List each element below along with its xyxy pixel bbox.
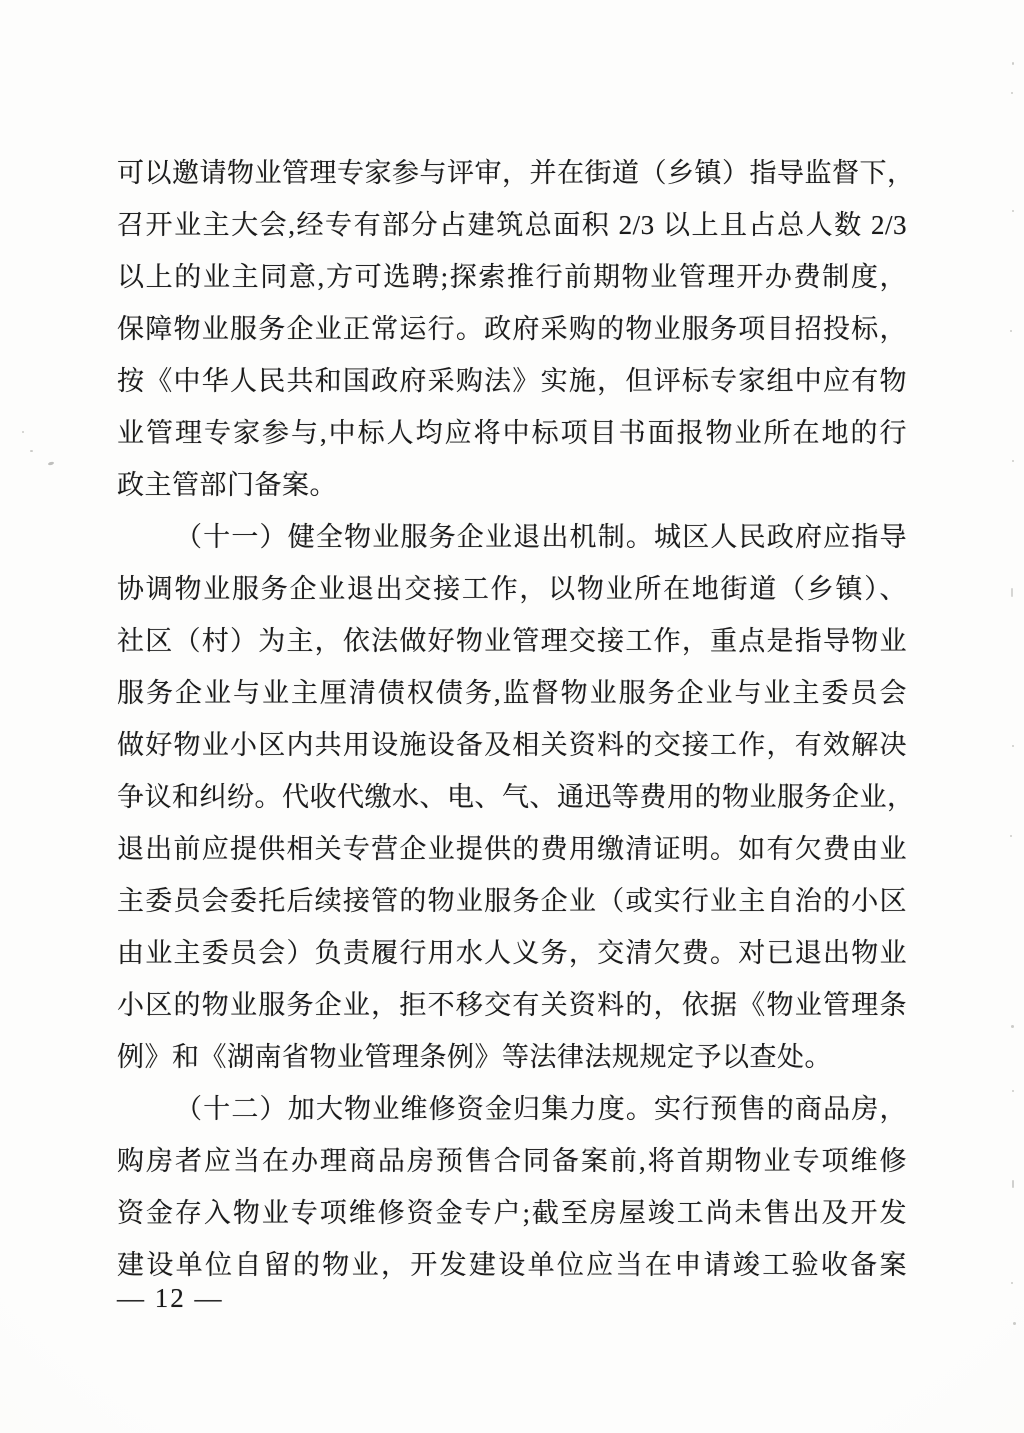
text-line: 小区的物业服务企业，拒不移交有关资料的，依据《物业管理条 bbox=[117, 990, 907, 1020]
text-line: 以上的业主同意,方可选聘;探索推行前期物业管理开办费制度， bbox=[117, 262, 907, 292]
scan-speckle bbox=[1013, 1322, 1016, 1325]
text-line: 可以邀请物业管理专家参与评审，并在街道（乡镇）指导监督下， bbox=[117, 158, 915, 188]
scan-speckle bbox=[1012, 1090, 1014, 1092]
scan-speckle bbox=[1012, 210, 1014, 212]
text-line-paragraph-11-start: （十一）健全物业服务企业退出机制。城区人民政府应指导 bbox=[175, 522, 907, 552]
scan-speckle bbox=[1011, 588, 1013, 597]
scan-speckle bbox=[1010, 835, 1012, 837]
scan-speckle bbox=[1011, 1025, 1014, 1028]
text-line: 建设单位自留的物业，开发建设单位应当在申请竣工验收备案 bbox=[117, 1250, 907, 1280]
text-line: 做好物业小区内共用设施设备及相关资料的交接工作，有效解决 bbox=[117, 730, 907, 760]
scan-speckle bbox=[1011, 1282, 1013, 1284]
document-body-text bbox=[117, 147, 915, 1291]
text-line: 社区（村）为主，依法做好物业管理交接工作，重点是指导物业 bbox=[117, 626, 907, 656]
text-line: 购房者应当在办理商品房预售合同备案前,将首期物业专项维修 bbox=[117, 1146, 907, 1176]
scan-speckle bbox=[1010, 330, 1012, 332]
page-number: — 12 — bbox=[117, 1283, 224, 1313]
scan-speckle bbox=[1011, 92, 1013, 94]
text-line: 按《中华人民共和国政府采购法》实施，但评标专家组中应有物 bbox=[117, 366, 907, 396]
text-line: 协调物业服务企业退出交接工作，以物业所在地街道（乡镇）、 bbox=[117, 574, 907, 604]
scan-speckle bbox=[1012, 460, 1014, 462]
text-line: 争议和纠纷。代收代缴水、电、气、通迅等费用的物业服务企业， bbox=[117, 782, 915, 812]
scan-speckle bbox=[1012, 1180, 1014, 1188]
text-line: 召开业主大会,经专有部分占建筑总面积 2/3 以上且占总人数 2/3 bbox=[117, 210, 907, 240]
text-line-paragraph-12-start: （十二）加大物业维修资金归集力度。实行预售的商品房， bbox=[175, 1094, 907, 1124]
scan-speckle bbox=[1012, 62, 1014, 65]
text-line: 资金存入物业专项维修资金专户;截至房屋竣工尚未售出及开发 bbox=[117, 1198, 907, 1228]
scan-speckle bbox=[30, 450, 33, 452]
scan-speckle bbox=[22, 431, 24, 433]
text-line: 业管理专家参与,中标人均应将中标项目书面报物业所在地的行 bbox=[117, 418, 907, 448]
text-line: 服务企业与业主厘清债权债务,监督物业服务企业与业主委员会 bbox=[117, 678, 907, 708]
scan-speckle bbox=[48, 461, 55, 465]
text-line: 主委员会委托后续接管的物业服务企业（或实行业主自治的小区 bbox=[117, 886, 907, 916]
scan-speckle bbox=[1012, 745, 1014, 747]
text-line: 由业主委员会）负责履行用水人义务，交清欠费。对已退出物业 bbox=[117, 938, 907, 968]
text-line: 保障物业服务企业正常运行。政府采购的物业服务项目招投标， bbox=[117, 314, 907, 344]
text-line: 退出前应提供相关专营企业提供的费用缴清证明。如有欠费由业 bbox=[117, 834, 907, 864]
text-line: 例》和《湖南省物业管理条例》等法律法规规定予以查处。 bbox=[117, 1042, 832, 1072]
text-line: 政主管部门备案。 bbox=[117, 470, 337, 500]
